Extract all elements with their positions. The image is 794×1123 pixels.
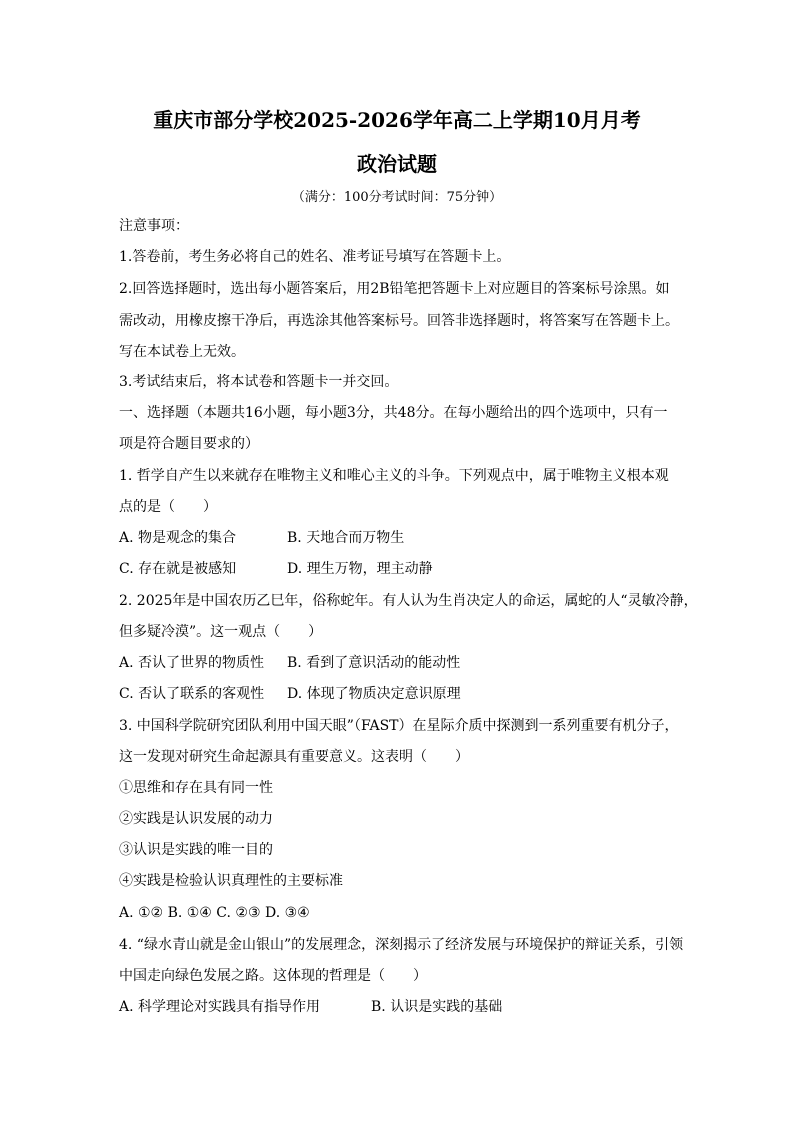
option-c: C. 否认了联系的客观性 [119,686,265,702]
option-b: B. 认识是实践的基础 [371,999,503,1015]
statement: ①思维和存在具有同一性 [119,780,273,796]
exam-title: 重庆市部分学校2025-2026学年高二上学期10月月考 [153,108,641,132]
question-stem: 4. “绿水青山就是金山银山”的发展理念，深刻揭示了经济发展与环境保护的辩证关系，引领 [119,937,684,953]
option-c: C. 存在就是被感知 [119,561,237,577]
exam-info: （满分：100分考试时间：75分钟） [291,190,503,205]
notice-item: 1.答卷前，考生务必将自己的姓名、准考证号填写在答题卡上。 [119,249,511,265]
options-line: A. ①② B. ①④ C. ②③ D. ③④ [119,905,310,921]
section-heading: 一、选择题（本题共16小题，每小题3分，共48分。在每小题给出的四个选项中，只有一 [119,405,668,421]
option-b: B. 看到了意识活动的能动性 [287,655,461,671]
option-d: D. 体现了物质决定意识原理 [287,686,461,702]
option-a: A. 否认了世界的物质性 [119,655,265,671]
statement: ②实践是认识发展的动力 [119,811,273,827]
option-a: A. 物是观念的集合 [119,530,237,546]
option-a: A. 科学理论对实践具有指导作用 [119,999,321,1015]
section-heading: 项是符合题目要求的） [119,436,259,452]
question-stem: 2. 2025年是中国农历乙巳年，俗称蛇年。有人认为生肖决定人的命运，属蛇的人“灵敏冷静， [119,593,698,609]
statement: ③认识是实践的唯一目的 [119,842,273,858]
notice-heading: 注意事项： [119,218,189,234]
notice-item: 需改动，用橡皮擦干净后，再选涂其他答案标号。回答非选择题时，将答案写在答题卡上。 [119,313,679,329]
notice-item: 3.考试结束后，将本试卷和答题卡一并交回。 [119,374,399,390]
notice-item: 2.回答选择题时，选出每小题答案后，用2B铅笔把答题卡上对应题目的答案标号涂黑。如 [119,281,670,297]
exam-subject: 政治试题 [357,152,437,176]
question-stem: 这一发现对研究生命起源具有重要意义。这表明（ ） [119,749,469,765]
question-stem: 但多疑冷漠”。这一观点（ ） [119,624,323,640]
option-b: B. 天地合而万物生 [287,530,405,546]
question-stem: 中国走向绿色发展之路。这体现的哲理是（ ） [119,968,427,984]
question-stem: 1. 哲学自产生以来就存在唯物主义和唯心主义的斗争。下列观点中，属于唯物主义根本观 [119,468,669,484]
statement: ④实践是检验认识真理性的主要标准 [119,873,343,889]
option-d: D. 理生万物，理主动静 [287,561,433,577]
question-stem: 点的是（ ） [119,499,217,515]
question-stem: 3. 中国科学院研究团队利用中国天眼”（FAST）在星际介质中探测到一系列重要有机分子， [119,718,679,734]
notice-item: 写在本试卷上无效。 [119,344,245,360]
